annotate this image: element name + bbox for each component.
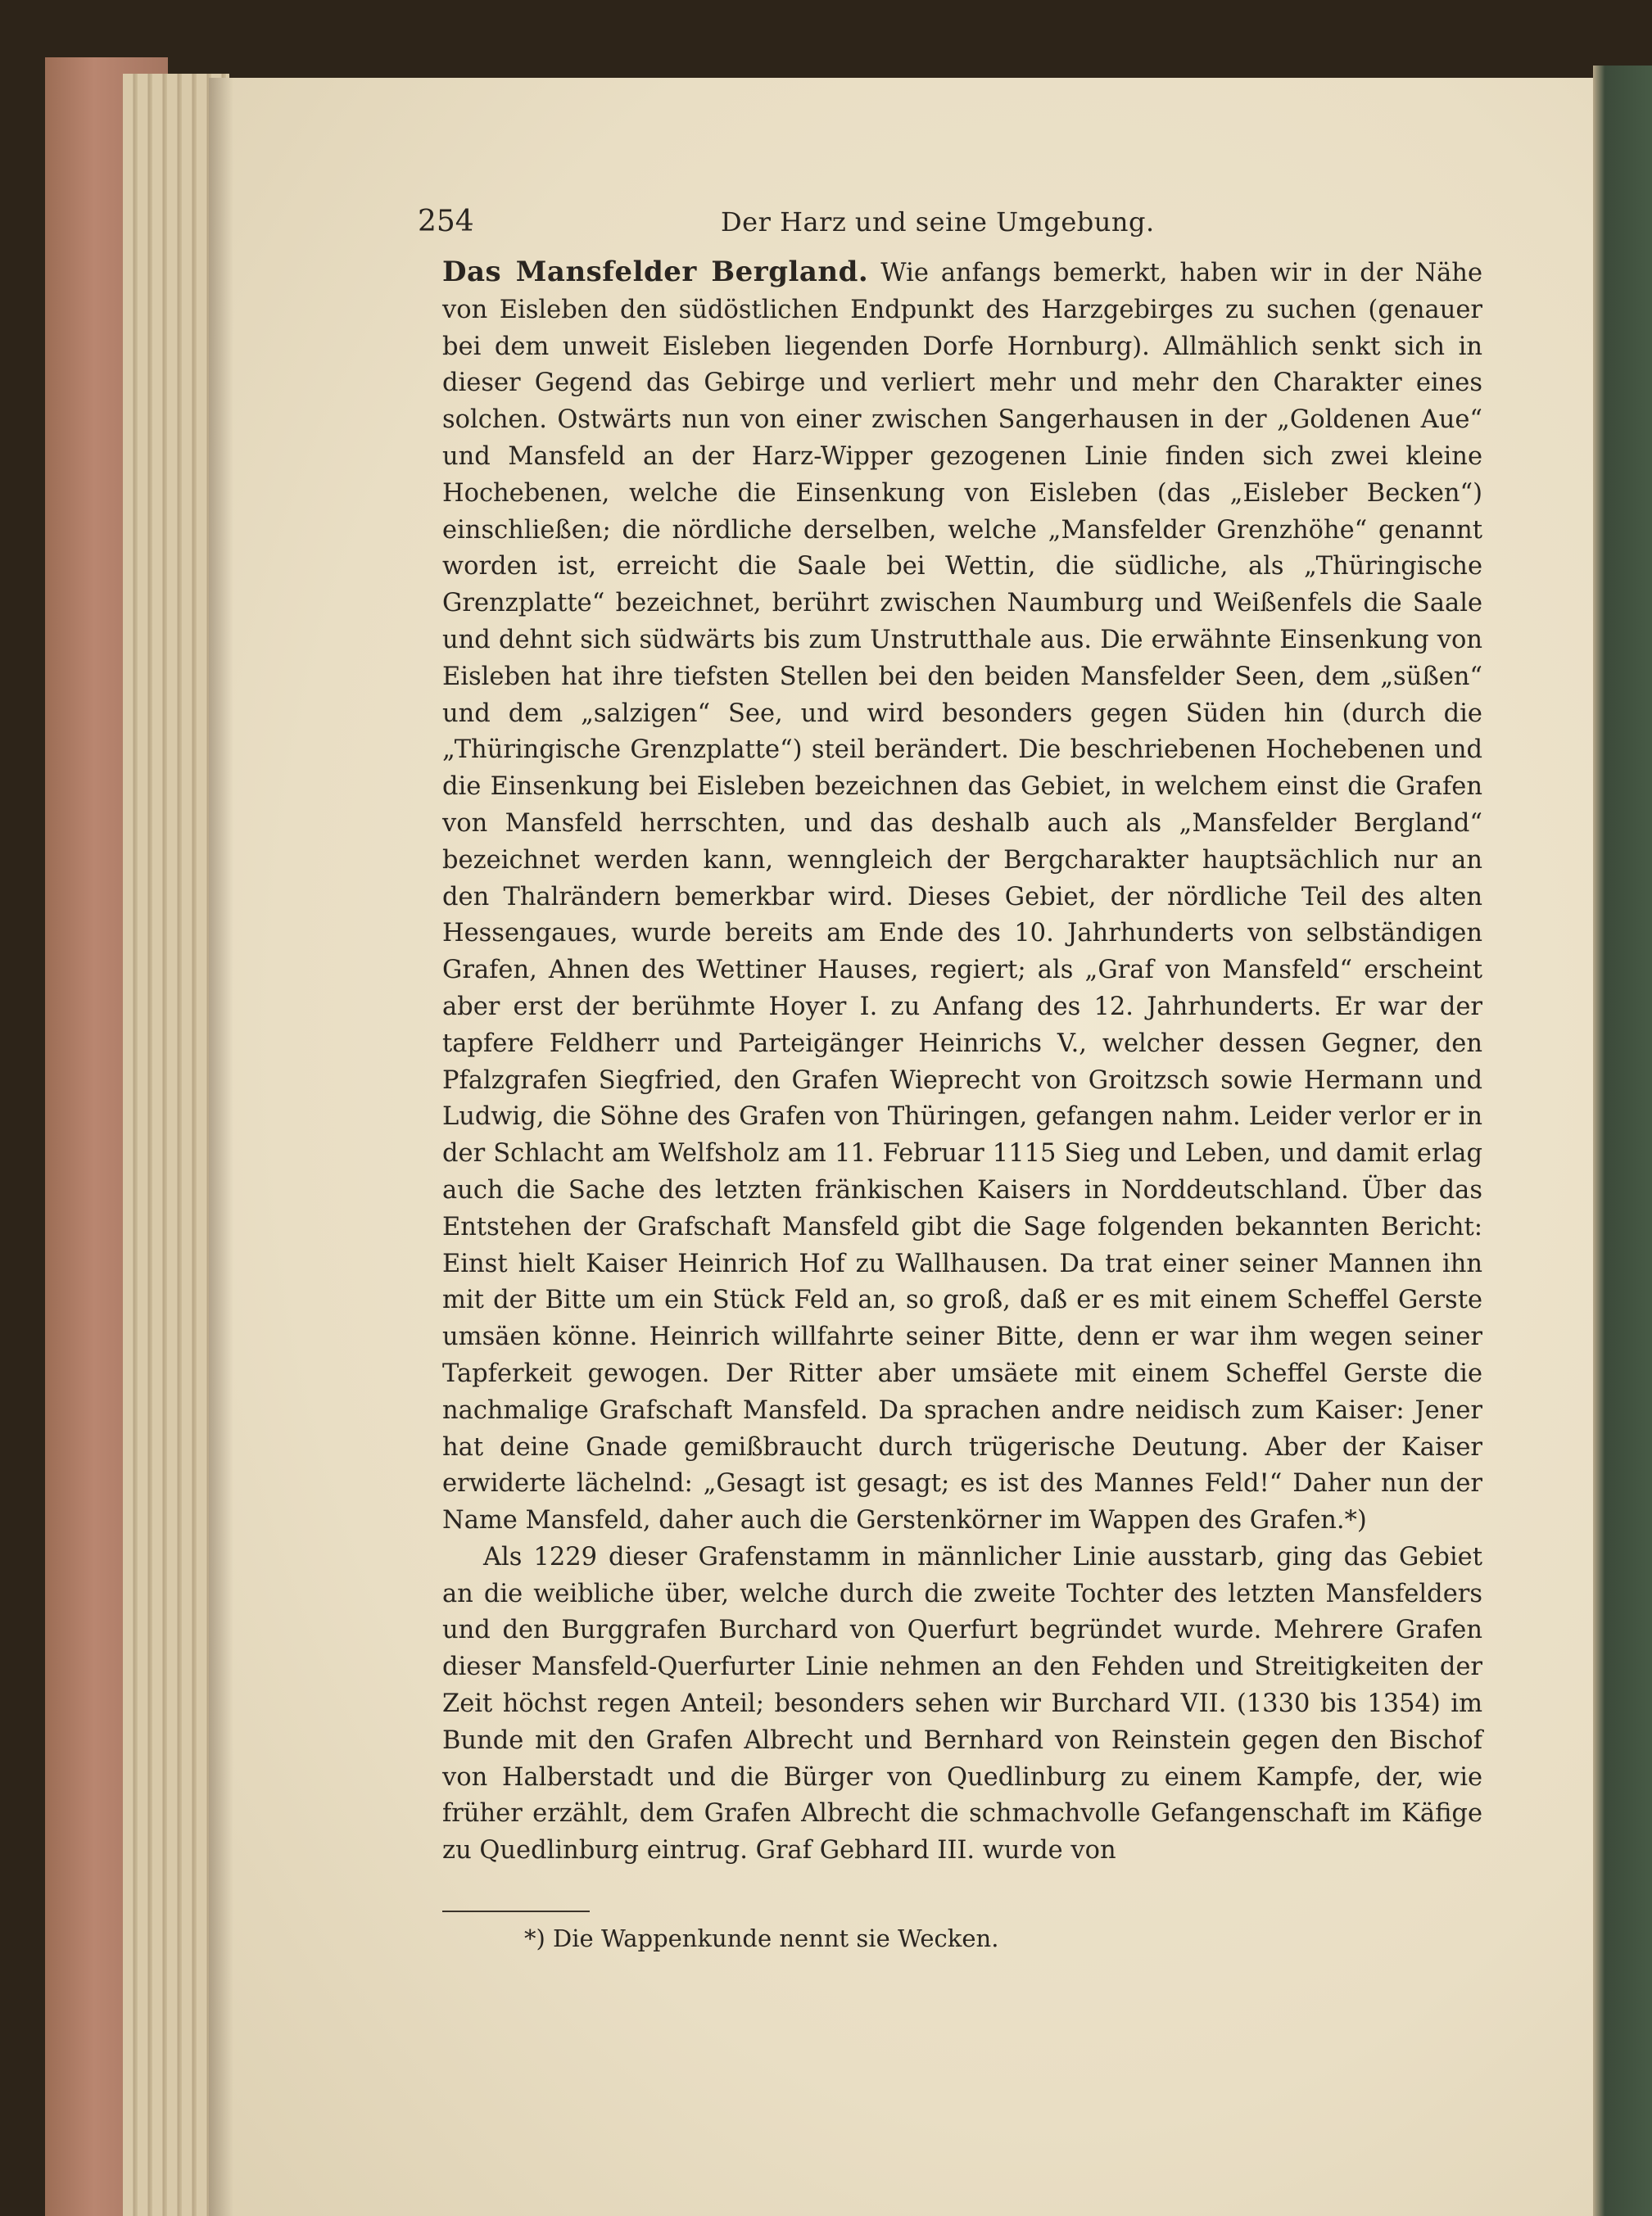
body-text <box>442 254 1482 1870</box>
page-number: 254 <box>418 205 474 238</box>
footnote: *) Die Wappenkunde nennt sie Wecken. <box>524 1924 999 1952</box>
running-title: Der Harz und seine Umgebung. <box>721 206 1155 237</box>
gutter-shadow <box>209 78 233 2216</box>
paragraph-1-text: Wie anfangs bemerkt, haben wir in der Nähe von Eisleben den südöstlichen Endpunkt des Harzgebirges zu suchen (genauer bei dem unweit Eisleben liegenden Dorfe Hornburg). Allmählich senkt sich in dieser Gegend das Gebirge und verliert mehr und mehr den Charakter eines solchen. Ostwärts nun von einer zwischen Sangerhausen in der „Goldenen Aue“ und Mansfeld an der Harz-Wipper gezogenen Linie finden sich zwei kleine Hochebenen, welche die Einsenkung von Eisleben (das „Eisleber Becken“) einschließen; die nördliche derselben, welche „Mansfelder Grenzhöhe“ genannt worden ist, erreicht die Saale bei Wettin, die südliche, als „Thüringische Grenzplatte“ bezeichnet, berührt zwischen Naumburg und Weißenfels die Saale und dehnt sich südwärts bis zum Unstrutthale aus. Die erwähnte Einsenkung von Eisleben hat ihre tiefsten Stellen bei den beiden Mansfelder Seen, dem „süßen“ und dem „salzigen“ See, und wird besonders gegen Süden hin (durch die „Thüringische Grenzplatte“) steil berändert. Die beschriebenen Hochebenen und die Einsenkung bei Eisleben bezeichnen das Gebiet, in welchem einst die Grafen von Mansfeld herrschten, und das deshalb auch als „Mansfelder Bergland“ bezeichnet werden kann, wenngleich der Bergcharakter hauptsächlich nur an den Thalrändern bemerkbar wird. Dieses Gebiet, der nördliche Teil des alten Hessengaues, wurde bereits am Ende des 10. Jahrhunderts von selbständigen Grafen, Ahnen des Wettiner Hauses, regiert; als „Graf von Mansfeld“ erscheint aber erst der berühmte Hoyer I. zu Anfang des 12. Jahrhunderts. Er war der tapfere Feldherr und Parteigänger Heinrichs V., welcher dessen Gegner, den Pfalzgrafen Siegfried, den Grafen Wieprecht von Groitzsch sowie Hermann und Ludwig, die Söhne des Grafen von Thüringen, gefangen nahm. Leider verlor er in der Schlacht am Welfsholz am 11. Februar 1115 Sieg und Leben, und damit erlag auch die Sache des letzten fränkischen Kaisers in Norddeutschland. Über das Entstehen der Grafschaft Mansfeld gibt die Sage folgenden bekannten Bericht: Einst hielt Kaiser Heinrich Hof zu Wallhausen. Da trat einer seiner Mannen ihn mit der Bitte um ein Stück Feld an, so groß, daß er es mit einem Scheffel Gerste umsäen könne. Heinrich willfahrte seiner Bitte, denn er war ihm wegen seiner Tapferkeit gewogen. Der Ritter aber umsäete mit einem Scheffel Gerste die nachmalige Grafschaft Mansfeld. Da sprachen andre neidisch zum Kaiser: Jener hat deine Gnade gemißbraucht durch trügerische Deutung. Aber der Kaiser erwiderte lächelnd: „Gesagt ist gesagt; es ist des Mannes Feld!“ Daher nun der Name Mansfeld, daher auch die Gerstenkörner im Wappen des Grafen.*) <box>442 259 1483 1535</box>
section-heading: Das Mansfelder Bergland. <box>442 256 869 288</box>
paragraph-2: Als 1229 dieser Grafenstamm in männlicher Linie ausstarb, ging das Gebiet an die weibliche über, welche durch die zweite Tochter des letzten Mansfelders und den Burggrafen Burchard von Querfurt begründet wurde. Mehrere Grafen dieser Mansfeld-Querfurter Linie nehmen an den Fehden und Streitigkeiten der Zeit höchst regen Anteil; besonders sehen wir Burchard VII. (1330 bis 1354) im Bunde mit den Grafen Albrecht und Bernhard von Reinstein gegen den Bischof von Halberstadt und die Bürger von Quedlinburg zu einem Kampfe, der, wie früher erzählt, dem Grafen Albrecht die schmachvolle Gefangenschaft im Käfige zu Quedlinburg eintrug. Graf Gebhard III. wurde von <box>442 1542 1482 1866</box>
book-cover-right <box>1593 66 1652 2216</box>
paragraph-1 <box>442 254 1482 1540</box>
page-header <box>418 205 1491 254</box>
footnote-rule <box>442 1911 590 1912</box>
